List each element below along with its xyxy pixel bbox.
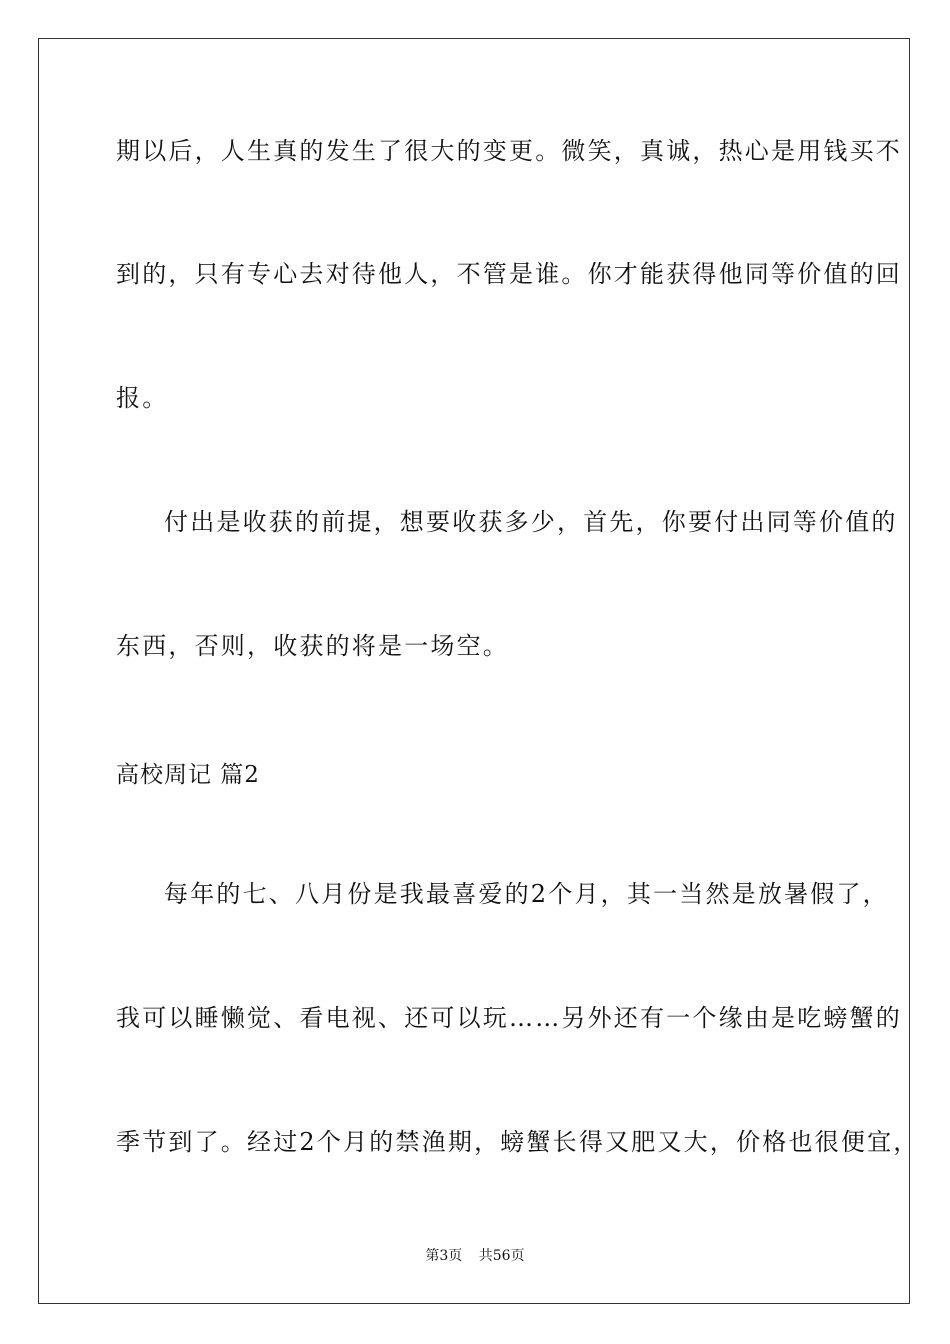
text-line: 期以后，人生真的发生了很大的变更。微笑，真诚，热心是用钱买不 [116,137,902,165]
section-heading: 高校周记 篇2 [116,762,260,788]
page-number: 第3页 [425,1248,463,1264]
text-line: 报。 [116,384,169,412]
text-line: 到的，只有专心去对待他人，不管是谁。你才能获得他同等价值的回 [116,260,902,288]
page-footer [0,1246,950,1266]
text-line: 东西，否则，收获的将是一场空。 [116,632,509,660]
text-line: 我可以睡懒觉、看电视、还可以玩……另外还有一个缘由是吃螃蟹的 [116,1004,902,1032]
text-line: 季节到了。经过2个月的禁渔期，螃蟹长得又肥又大，价格也很便宜， [116,1128,920,1156]
page-total: 共56页 [478,1248,525,1264]
page-border [38,38,910,1304]
paragraph-first-line: 付出是收获的前提，想要收获多少，首先，你要付出同等价值的 [164,508,898,536]
paragraph-first-line: 每年的七、八月份是我最喜爱的2个月，其一当然是放暑假了， [164,880,889,908]
